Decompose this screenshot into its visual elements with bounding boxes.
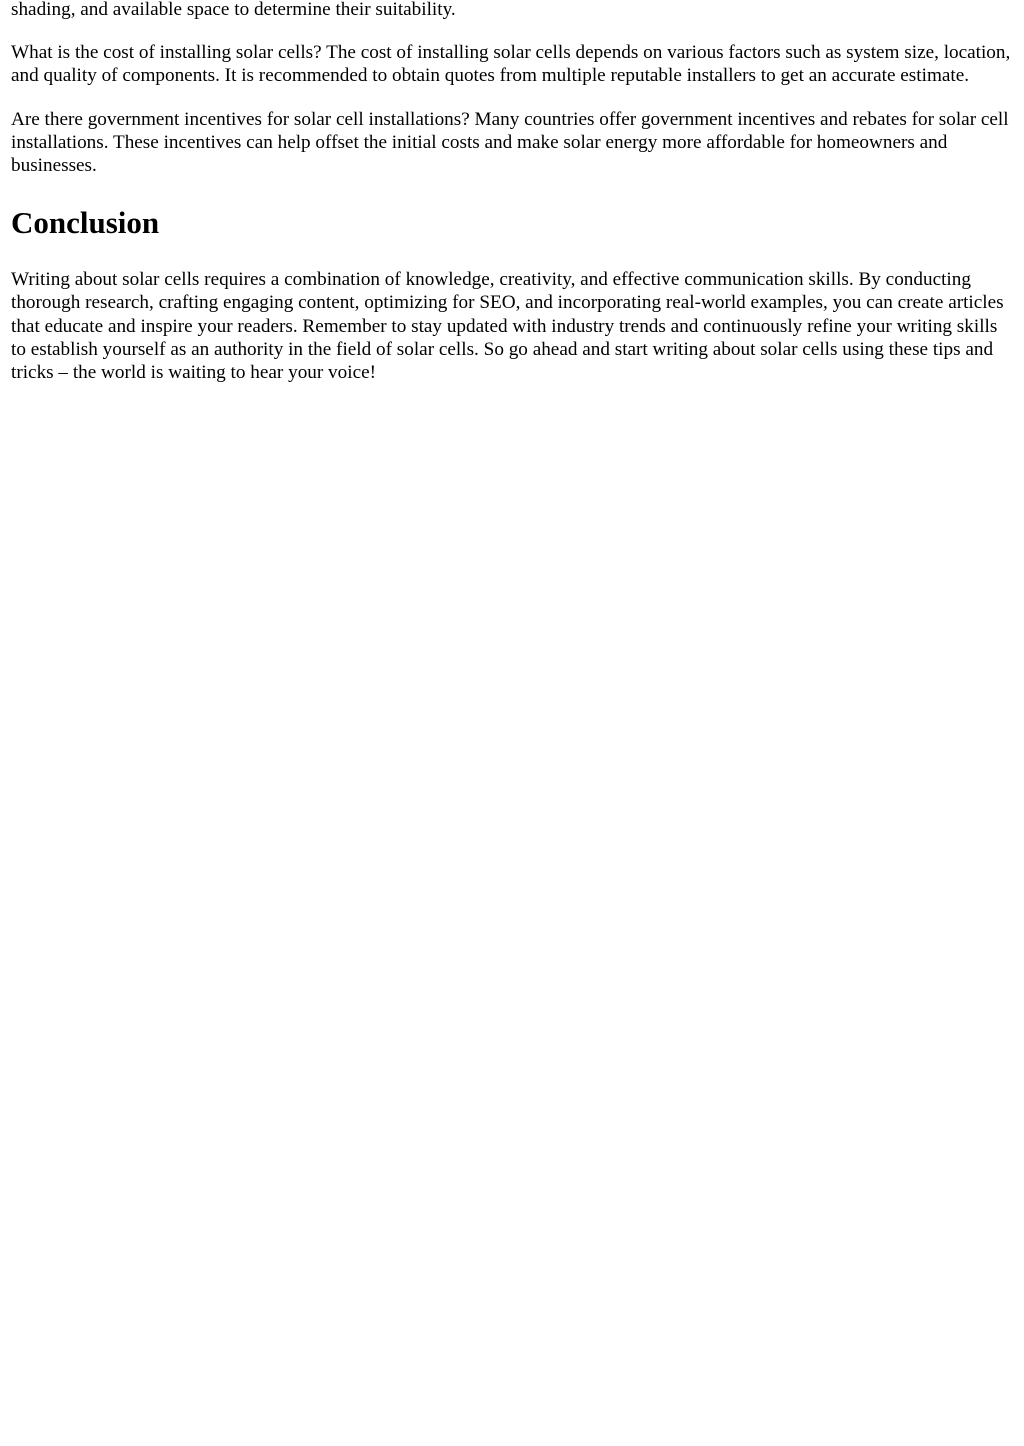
conclusion-paragraph: Writing about solar cells requires a combination of knowledge, creativity, and effective communication skills. By conducting thorough research, crafting engaging content, optimizing for SEO, and incorporating real-world examples, you can create articles that educate and inspire your readers. Remember to stay updated with industry trends and continuously refine your writing skills to establish yourself as an authority in the field of solar cells. So go ahead and start writing about solar cells using these tips and tricks – the world is waiting to hear your voice! <box>11 269 1004 384</box>
faq-paragraph-suitability-continuation: shading, and available space to determine their suitability. <box>11 0 456 20</box>
faq-paragraph-government-incentives: Are there government incentives for solar cell installations? Many countries offer government incentives and rebates for solar cell installations. These incentives can help offset the initial costs and make solar energy more affordable for homeowners and businesses. <box>11 108 1009 177</box>
conclusion-heading: Conclusion <box>11 205 160 241</box>
faq-paragraph-installation-cost: What is the cost of installing solar cells? The cost of installing solar cells depends on various factors such as system size, location, and quality of components. It is recommended to obtain quotes from multiple reputable installers to get an accurate estimate. <box>11 42 1011 87</box>
